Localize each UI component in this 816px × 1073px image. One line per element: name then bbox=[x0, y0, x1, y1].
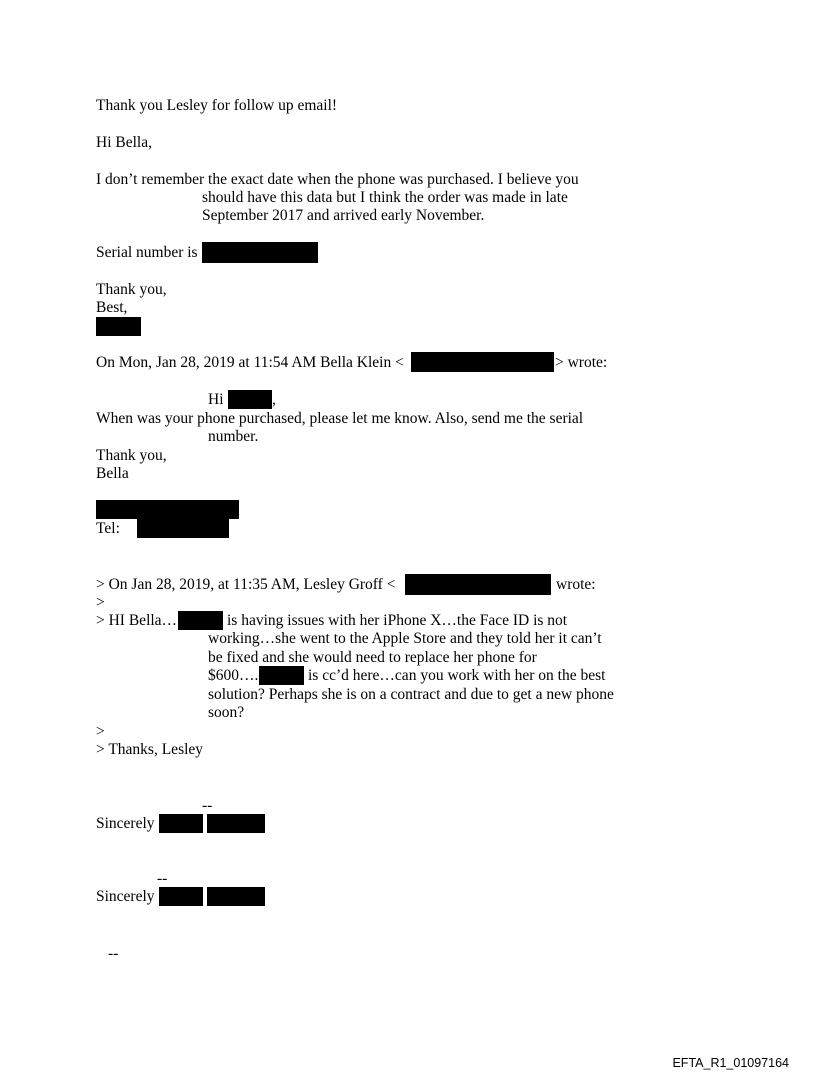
redaction-first-name bbox=[159, 887, 203, 906]
redaction-email-address bbox=[405, 574, 551, 595]
reply-hi-comma: , bbox=[272, 391, 276, 408]
redaction-person-name bbox=[259, 666, 304, 685]
redaction-first-name bbox=[159, 814, 203, 833]
opening-line: Thank you Lesley for follow up email! bbox=[96, 97, 338, 114]
quote-line-4a: $600…. bbox=[208, 667, 259, 684]
quote-line-6: soon? bbox=[208, 704, 245, 721]
quote-blank-line: > bbox=[96, 723, 105, 740]
sincerely-label: Sincerely bbox=[96, 888, 155, 905]
thanks-line: Thank you, bbox=[96, 281, 167, 298]
reply-line-2: number. bbox=[208, 428, 259, 445]
quote-signoff: > Thanks, Lesley bbox=[96, 741, 204, 758]
quote-blank-line: > bbox=[96, 594, 105, 611]
document-id-footer: EFTA_R1_01097164 bbox=[672, 1056, 789, 1070]
redaction-signature-block bbox=[96, 500, 239, 519]
signature-separator: -- bbox=[108, 945, 119, 962]
reply-hi: Hi bbox=[208, 391, 224, 408]
quote-line-4b: is cc’d here…can you work with her on the best bbox=[308, 667, 606, 684]
best-line: Best, bbox=[96, 299, 128, 316]
quote-line-1b: is having issues with her iPhone X…the Face ID is not bbox=[227, 612, 568, 629]
body-line-3: September 2017 and arrived early November. bbox=[202, 207, 485, 224]
signature-separator: -- bbox=[157, 870, 168, 887]
quote-header-suffix: wrote: bbox=[556, 576, 596, 593]
quote-line-1a: > HI Bella… bbox=[96, 612, 178, 629]
redaction-serial-number bbox=[202, 242, 318, 263]
reply-name: Bella bbox=[96, 465, 129, 482]
redaction-last-name bbox=[207, 887, 265, 906]
reply-line-1: When was your phone purchased, please let me know. Also, send me the serial bbox=[96, 410, 584, 427]
redaction-last-name bbox=[207, 814, 265, 833]
quote-line-2: working…she went to the Apple Store and they told her it can’t bbox=[208, 630, 602, 647]
greeting: Hi Bella, bbox=[96, 134, 152, 151]
body-line-2: should have this data but I think the order was made in late bbox=[202, 189, 568, 206]
redaction-email-address bbox=[411, 352, 554, 372]
sincerely-label: Sincerely bbox=[96, 815, 155, 832]
signature-separator: -- bbox=[202, 797, 213, 814]
redaction-recipient-name bbox=[228, 390, 272, 409]
reply-thanks: Thank you, bbox=[96, 447, 167, 464]
body-line-1: I don’t remember the exact date when the phone was purchased. I believe you bbox=[96, 171, 579, 188]
serial-label: Serial number is bbox=[96, 244, 198, 261]
quote-line-5: solution? Perhaps she is on a contract and due to get a new phone bbox=[208, 686, 614, 703]
redaction-person-name bbox=[178, 611, 223, 630]
reply-header-suffix: > wrote: bbox=[555, 354, 608, 371]
reply-header-prefix: On Mon, Jan 28, 2019 at 11:54 AM Bella Klein < bbox=[96, 354, 404, 371]
tel-label: Tel: bbox=[96, 520, 120, 537]
quote-header-prefix: > On Jan 28, 2019, at 11:35 AM, Lesley Groff < bbox=[96, 576, 396, 593]
quote-line-3: be fixed and she would need to replace her phone for bbox=[208, 649, 537, 666]
redaction-phone-number bbox=[137, 519, 229, 538]
redaction-sender-name bbox=[96, 317, 141, 336]
